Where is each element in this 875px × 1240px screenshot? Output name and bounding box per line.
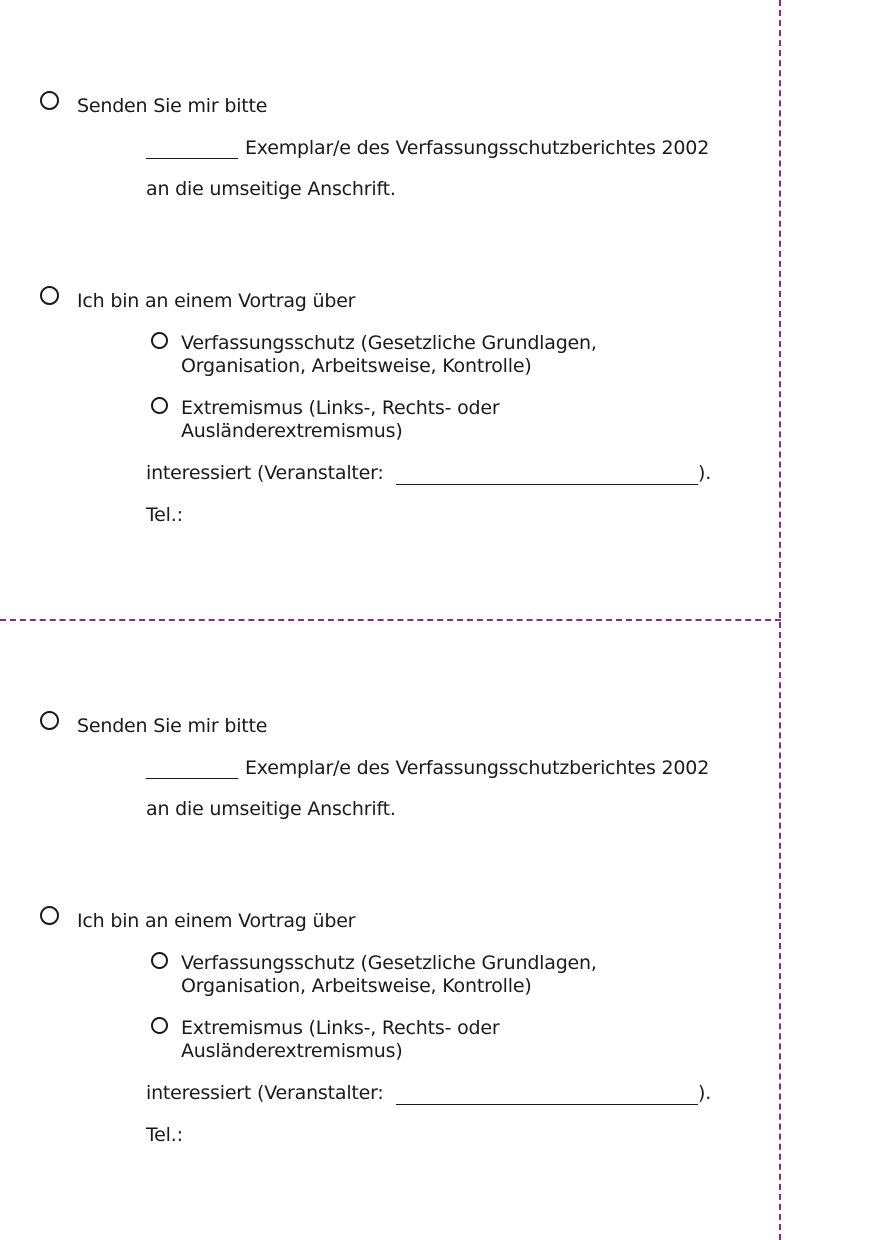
address-text: an die umseitige Anschrift. (146, 178, 396, 200)
copies-text: Exemplar/e des Verfassungsschutzberichtes 2002 (245, 757, 710, 779)
interested-organizer-text: interessiert (Veranstalter: (146, 1082, 384, 1104)
organizer-blank[interactable] (396, 484, 698, 485)
option-extremismus-line1: Extremismus (Links-, Rechts- oder (181, 397, 500, 419)
option-verfassungsschutz-checkbox-icon[interactable] (151, 952, 168, 969)
lecture-interest-label: Ich bin an einem Vortrag über (77, 290, 356, 312)
organizer-closing: ). (698, 1082, 712, 1104)
option-extremismus-line1: Extremismus (Links-, Rechts- oder (181, 1017, 500, 1039)
interested-organizer-text: interessiert (Veranstalter: (146, 462, 384, 484)
send-copies-label: Senden Sie mir bitte (77, 715, 268, 737)
option-verfassungsschutz-checkbox-icon[interactable] (151, 332, 168, 349)
option-extremismus-line2: Ausländerextremismus) (181, 420, 403, 442)
lecture-interest-label: Ich bin an einem Vortrag über (77, 910, 356, 932)
organizer-blank[interactable] (396, 1104, 698, 1105)
copies-text: Exemplar/e des Verfassungsschutzberichtes 2002 (245, 137, 710, 159)
send-copies-checkbox-icon[interactable] (40, 711, 59, 730)
option-verfassungsschutz-line1: Verfassungsschutz (Gesetzliche Grundlagen, (181, 332, 597, 354)
organizer-closing: ). (698, 462, 712, 484)
option-extremismus-checkbox-icon[interactable] (151, 397, 168, 414)
option-verfassungsschutz-line2: Organisation, Arbeitsweise, Kontrolle) (181, 975, 532, 997)
option-extremismus-line2: Ausländerextremismus) (181, 1040, 403, 1062)
send-copies-checkbox-icon[interactable] (40, 91, 59, 110)
order-form-panel-2 (0, 620, 779, 1240)
option-verfassungsschutz-line1: Verfassungsschutz (Gesetzliche Grundlagen, (181, 952, 597, 974)
lecture-interest-checkbox-icon[interactable] (40, 906, 59, 925)
tel-label: Tel.: (146, 1124, 183, 1146)
option-extremismus-checkbox-icon[interactable] (151, 1017, 168, 1034)
address-text: an die umseitige Anschrift. (146, 798, 396, 820)
send-copies-label: Senden Sie mir bitte (77, 95, 268, 117)
option-verfassungsschutz-line2: Organisation, Arbeitsweise, Kontrolle) (181, 355, 532, 377)
copies-quantity-blank[interactable] (146, 158, 238, 159)
tel-label: Tel.: (146, 504, 183, 526)
lecture-interest-checkbox-icon[interactable] (40, 286, 59, 305)
order-form-panel-1 (0, 0, 779, 620)
copies-quantity-blank[interactable] (146, 778, 238, 779)
